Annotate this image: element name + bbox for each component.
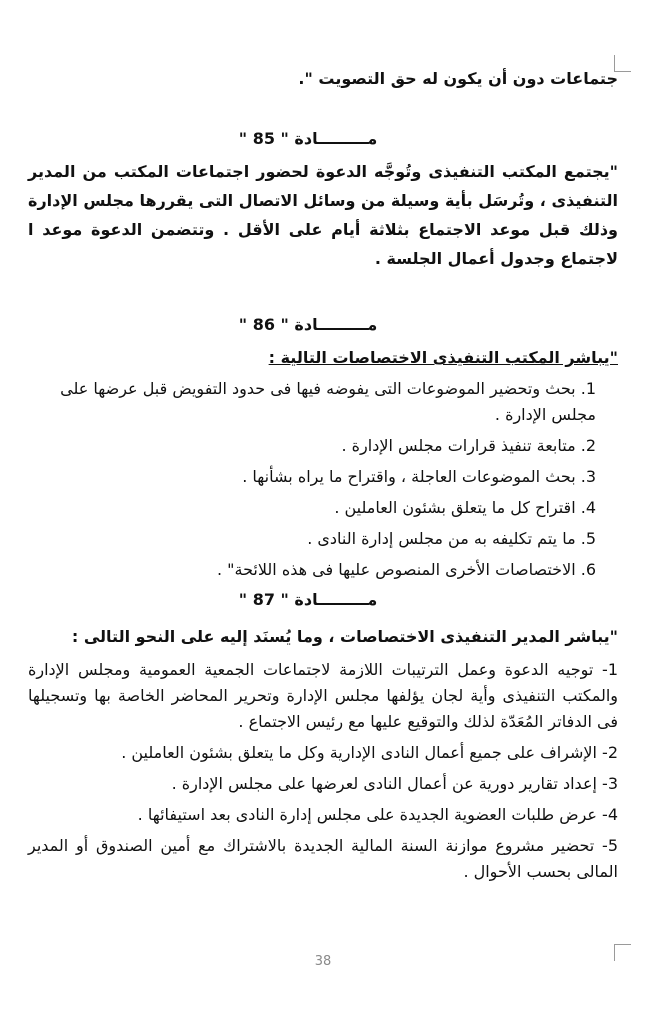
article-86-heading: مـــــــــادة " 86 " <box>238 315 378 334</box>
list-item: 2. متابعة تنفيذ قرارات مجلس الإدارة . <box>341 436 596 455</box>
intro-line: جتماعات دون أن يكون له حق التصويت ". <box>298 69 618 88</box>
article-87-list <box>28 657 618 885</box>
list-item: 5- تحضير مشروع موازنة السنة المالية الجديدة بالاشتراك مع أمين الصندوق أو المدير المالى بحسب الأحوال . <box>28 836 618 881</box>
article-86-list <box>28 376 618 583</box>
article-85-text: "يجتمع المكتب التنفيذى وتُوجَّه الدعوة لحضور اجتماعات المكتب من المدير التنفيذى ، وتُرسَل بأية وسيلة من وسائل الاتصال التى يقررها مجلس الإدارة وذلك قبل موعد الاجتماع بثلاثة أيام على الأقل . وتتضمن الدعوة موعد ا لاجتماع وجدول أعمال الجلسة . <box>28 162 618 268</box>
list-item: 3. بحث الموضوعات العاجلة ، واقتراح ما يراه بشأنها . <box>242 467 596 486</box>
article-87-heading: مـــــــــادة " 87 " <box>238 590 378 609</box>
page-number: 38 <box>314 954 332 969</box>
list-item: 1. بحث وتحضير الموضوعات التى يفوضه فيها فى حدود التفويض قبل عرضها على مجلس الإدارة . <box>60 379 596 424</box>
list-item: 2- الإشراف على جميع أعمال النادى الإدارية وكل ما يتعلق بشئون العاملين . <box>121 743 618 762</box>
article-86-lead: "يباشر المكتب التنفيذى الاختصاصات التالية : <box>268 348 618 367</box>
article-87-lead: "يباشر المدير التنفيذى الاختصاصات ، وما يُسنَد إليه على النحو التالى : <box>71 627 618 646</box>
page-content <box>28 64 618 890</box>
list-item: 1- توجيه الدعوة وعمل الترتيبات اللازمة لاجتماعات الجمعية العمومية ومجلس الإدارة والمكتب التنفيذى وأية لجان يؤلفها مجلس الإدارة وتحرير المحاضر الخاصة بها وتسجيلها فى الدفاتر المُعَدّة لذلك والتوقيع عليها مع رئيس الاجتماع . <box>28 660 618 731</box>
list-item: 5. ما يتم تكليفه به من مجلس إدارة النادى . <box>307 529 596 548</box>
list-item: 6. الاختصاصات الأخرى المنصوص عليها فى هذه اللائحة" . <box>216 560 596 579</box>
list-item: 3- إعداد تقارير دورية عن أعمال النادى لعرضها على مجلس الإدارة . <box>171 774 618 793</box>
article-85-heading: مـــــــــادة " 85 " <box>238 129 378 148</box>
list-item: 4. اقتراح كل ما يتعلق بشئون العاملين . <box>334 498 596 517</box>
list-item: 4- عرض طلبات العضوية الجديدة على مجلس إدارة النادى بعد استيفائها . <box>137 805 618 824</box>
